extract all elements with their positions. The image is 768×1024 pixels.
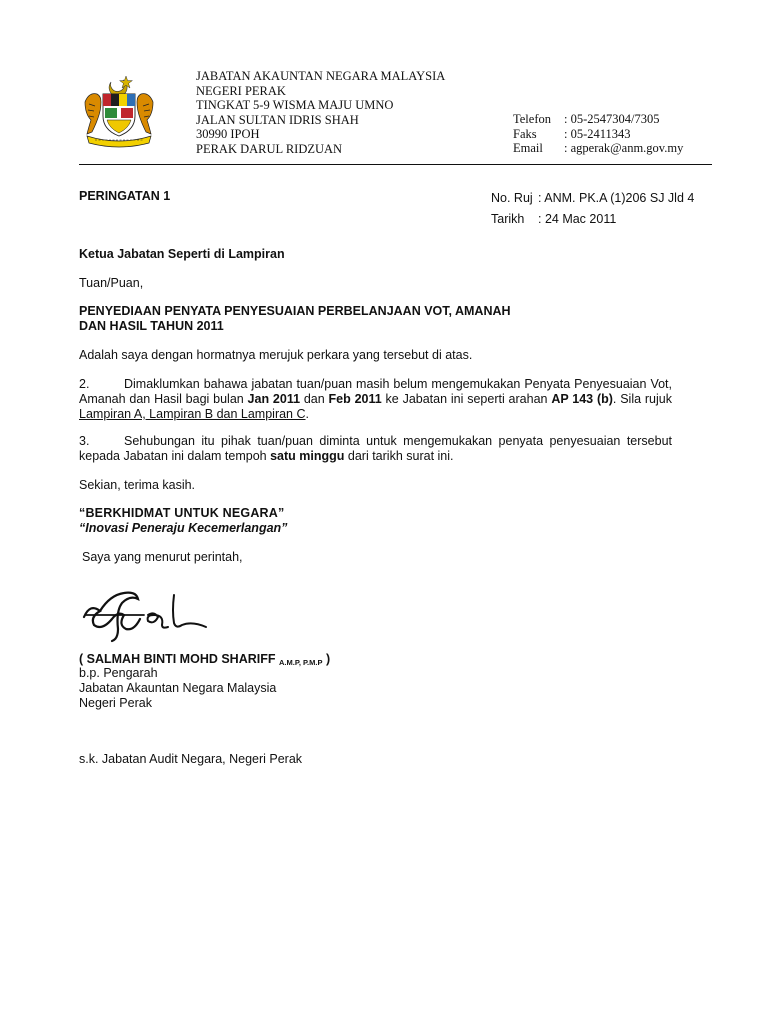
letterhead-line: NEGERI PERAK bbox=[196, 83, 286, 98]
paragraph-text: ke Jabatan ini seperti arahan bbox=[381, 392, 552, 406]
signature bbox=[78, 585, 218, 645]
contact-email bbox=[513, 141, 683, 156]
date-label: Tarikh bbox=[491, 212, 525, 226]
paragraph-number: 2. bbox=[79, 377, 90, 391]
paragraph-1: Adalah saya dengan hormatnya merujuk perkara yang tersebut di atas. bbox=[79, 348, 473, 362]
contact-value: : agperak@anm.gov.my bbox=[564, 141, 684, 155]
contact-value: : 05-2547304/7305 bbox=[564, 112, 660, 126]
letterhead-line: PERAK DARUL RIDZUAN bbox=[196, 141, 343, 156]
paragraph-number: 3. bbox=[79, 434, 90, 448]
paragraph-text: Dimaklumkan bahawa jabatan tuan/puan masih belum mengemukakan Penyata Penyesuaian Vot, Amanah dan Hasil bagi bulan bbox=[79, 377, 672, 406]
letterhead-line: 30990 IPOH bbox=[196, 127, 260, 141]
emphasis-month: Feb 2011 bbox=[328, 392, 382, 406]
signatory-name bbox=[79, 652, 330, 666]
contact-label: Telefon bbox=[513, 112, 551, 126]
closing: Sekian, terima kasih. bbox=[79, 478, 196, 492]
paragraph-3 bbox=[79, 434, 672, 464]
by-order: Saya yang menurut perintah, bbox=[82, 550, 243, 564]
recipient: Ketua Jabatan Seperti di Lampiran bbox=[79, 247, 285, 261]
slogan: “BERKHIDMAT UNTUK NEGARA” bbox=[79, 506, 285, 520]
emphasis-deadline: satu minggu bbox=[270, 449, 345, 463]
emphasis-month: Jan 2011 bbox=[247, 392, 301, 406]
signatory-line: Negeri Perak bbox=[79, 696, 152, 710]
subject-line-1: PENYEDIAAN PENYATA PENYESUAIAN PERBELANJAAN VOT, AMANAH bbox=[79, 304, 511, 318]
contact-faks bbox=[513, 127, 683, 142]
letterhead-line: TINGKAT 5-9 WISMA MAJU UMNO bbox=[196, 98, 394, 112]
contact-label: Faks bbox=[513, 126, 537, 141]
emphasis-directive: AP 143 (b) bbox=[551, 392, 613, 406]
signatory-name-text: ( SALMAH BINTI MOHD SHARIFF bbox=[79, 652, 279, 666]
paragraph-text: dan bbox=[300, 392, 329, 406]
carbon-copy: s.k. Jabatan Audit Negara, Negeri Perak bbox=[79, 752, 303, 766]
paragraph-text: . Sila rujuk bbox=[612, 392, 672, 406]
salutation: Tuan/Puan, bbox=[79, 276, 144, 290]
contact-label: Email bbox=[513, 141, 543, 155]
signatory-close-paren: ) bbox=[322, 652, 331, 666]
date-value: : 24 Mac 2011 bbox=[538, 212, 617, 226]
letterhead-address bbox=[196, 69, 445, 156]
paragraph-2 bbox=[79, 377, 672, 422]
letterhead-line: JABATAN AKAUNTAN NEGARA MALAYSIA bbox=[196, 69, 446, 83]
letterhead-divider bbox=[79, 164, 712, 165]
contact-telefon bbox=[513, 112, 683, 127]
paragraph-text: Sehubungan itu pihak tuan/puan diminta untuk mengemukakan penyata penyesuaian tersebut kepada Jabatan ini dalam tempoh bbox=[79, 434, 672, 463]
reference-value: : ANM. PK.A (1)206 SJ Jld 4 bbox=[538, 191, 695, 205]
signatory-line: Jabatan Akauntan Negara Malaysia bbox=[79, 681, 277, 695]
reference-date bbox=[491, 209, 694, 230]
signatory-line: b.p. Pengarah bbox=[79, 666, 158, 680]
signatory-honors: A.M.P, P.M.P bbox=[278, 658, 323, 667]
coat-of-arms-emblem bbox=[79, 72, 159, 150]
paragraph-text: . bbox=[305, 407, 309, 421]
reference-block bbox=[491, 188, 694, 230]
subject bbox=[79, 304, 511, 334]
letterhead-contact bbox=[513, 112, 683, 156]
reference-label: No. Ruj bbox=[491, 191, 533, 205]
signatory-details bbox=[79, 666, 276, 711]
paragraph-text: dari tarikh surat ini. bbox=[344, 449, 454, 463]
notice-label: PERINGATAN 1 bbox=[79, 189, 171, 203]
tagline: “Inovasi Peneraju Kecemerlangan” bbox=[79, 521, 288, 535]
contact-value: : 05-2411343 bbox=[564, 126, 631, 141]
reference-number bbox=[491, 188, 694, 209]
attachment-reference: Lampiran A, Lampiran B dan Lampiran C bbox=[79, 407, 306, 421]
subject-line-2: DAN HASIL TAHUN 2011 bbox=[79, 319, 224, 333]
letterhead-line: JALAN SULTAN IDRIS SHAH bbox=[196, 112, 359, 127]
